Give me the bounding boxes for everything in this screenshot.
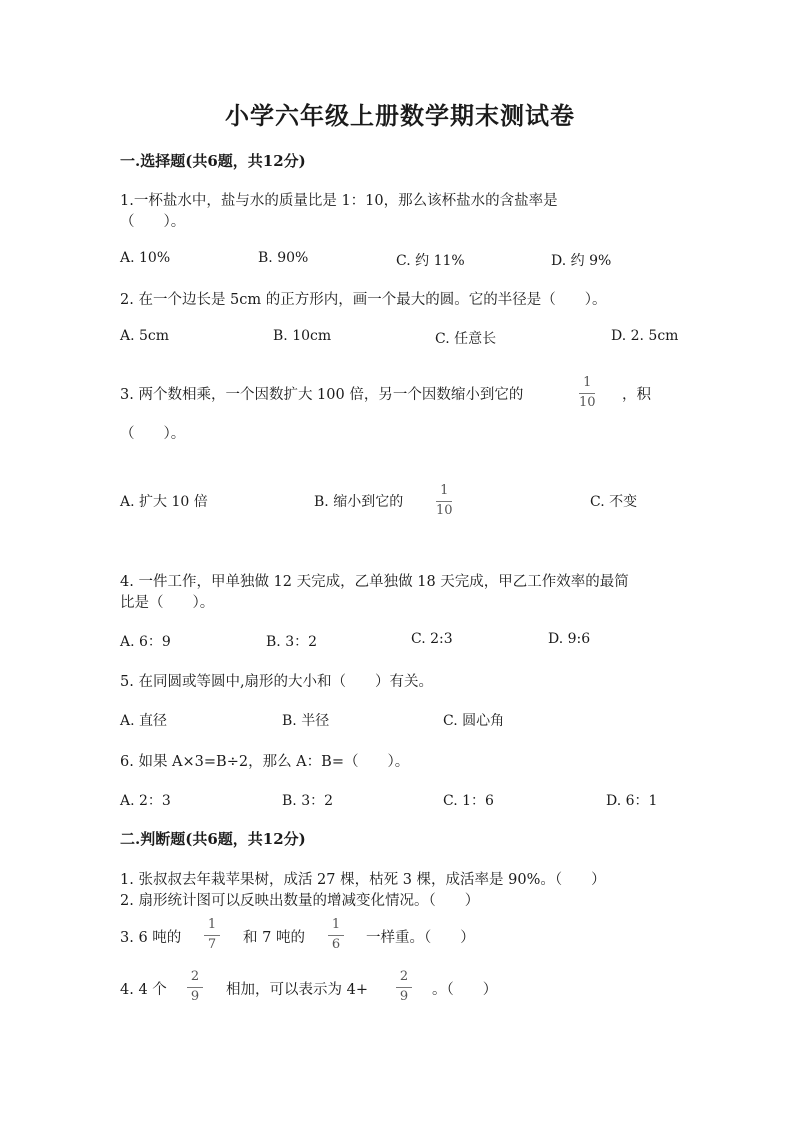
fraction-denominator: 10: [579, 394, 596, 410]
fraction-bar: [187, 987, 203, 988]
judgment-4-text-part2: 相加，可以表示为 4+: [226, 982, 368, 998]
q3-option-b[interactable]: B. 缩小到它的: [314, 494, 404, 510]
judgment-3-text-part3: 一样重。（ ）: [366, 930, 475, 946]
fraction-denominator: 10: [436, 502, 453, 518]
fraction-one-seventh: [204, 918, 220, 953]
q3-option-a[interactable]: A. 扩大 10 倍: [120, 494, 208, 510]
fraction-two-ninths: [187, 970, 203, 1005]
q1-option-a[interactable]: A. 10%: [120, 250, 171, 266]
judgment-1-text: 1. 张叔叔去年栽苹果树，成活 27 棵，枯死 3 棵，成活率是 90%。（ ）: [120, 872, 606, 888]
fraction-denominator: 9: [190, 988, 200, 1004]
q1-option-d[interactable]: D. 约 9%: [551, 253, 612, 269]
section-heading-choice: 一.选择题(共6题，共12分): [120, 152, 306, 170]
q3-option-c[interactable]: C. 不变: [590, 494, 638, 510]
q5-option-c[interactable]: C. 圆心角: [443, 713, 505, 729]
fraction-numerator: 1: [331, 917, 341, 932]
fraction-denominator: 6: [331, 936, 341, 952]
fraction-bar: [579, 393, 595, 394]
section-heading-judgment: 二.判断题(共6题，共12分): [120, 830, 306, 848]
q4-option-c[interactable]: C. 2:3: [411, 631, 453, 647]
q6-option-c[interactable]: C. 1：6: [443, 793, 494, 809]
fraction-bar: [396, 987, 412, 988]
judgment-3-text-part1: 3. 6 吨的: [120, 930, 182, 946]
question-1-text: 1.一杯盐水中，盐与水的质量比是 1：10，那么该杯盐水的含盐率是: [120, 193, 558, 209]
question-6-text: 6. 如果 A×3=B÷2，那么 A：B=（ ）。: [120, 754, 410, 770]
q4-option-d[interactable]: D. 9:6: [548, 631, 591, 647]
fraction-bar: [204, 935, 220, 936]
question-3-blank: （ ）。: [120, 426, 186, 442]
judgment-4-text-part3: 。（ ）: [432, 982, 498, 998]
q2-option-a[interactable]: A. 5cm: [120, 328, 170, 344]
q3-option-b-fraction: [436, 484, 453, 519]
question-1-blank: （ ）。: [120, 214, 186, 230]
question-4-text: 4. 一件工作，甲单独做 12 天完成，乙单独做 18 天完成，甲乙工作效率的最简: [120, 574, 629, 590]
q1-option-c[interactable]: C. 约 11%: [396, 253, 465, 269]
q2-option-b[interactable]: B. 10cm: [273, 328, 332, 344]
fraction-numerator: 2: [399, 969, 409, 984]
question-3-text-tail: ，积: [622, 387, 651, 403]
judgment-3-text-part2: 和 7 吨的: [243, 930, 305, 946]
q2-option-c[interactable]: C. 任意长: [435, 331, 497, 347]
fraction-two-ninths-second: [396, 970, 412, 1005]
q6-option-d[interactable]: D. 6：1: [606, 793, 658, 809]
fraction-numerator: 1: [207, 917, 217, 932]
judgment-4-text-part1: 4. 4 个: [120, 982, 167, 998]
q5-option-b[interactable]: B. 半径: [282, 713, 330, 729]
q4-option-b[interactable]: B. 3：2: [266, 634, 318, 650]
q1-option-b[interactable]: B. 90%: [258, 250, 309, 266]
fraction-one-sixth: [328, 918, 344, 953]
fraction-denominator: 7: [207, 936, 217, 952]
q6-option-a[interactable]: A. 2：3: [120, 793, 171, 809]
question-5-text: 5. 在同圆或等圆中,扇形的大小和（ ）有关。: [120, 674, 434, 690]
fraction-one-tenth: [579, 376, 596, 411]
fraction-bar: [436, 501, 452, 502]
q2-option-d[interactable]: D. 2. 5cm: [611, 328, 679, 344]
question-4-blank: 比是（ ）。: [120, 595, 215, 611]
fraction-numerator: 1: [440, 483, 449, 498]
fraction-bar: [328, 935, 344, 936]
fraction-numerator: 1: [583, 375, 592, 390]
q6-option-b[interactable]: B. 3：2: [282, 793, 334, 809]
question-3-text: 3. 两个数相乘，一个因数扩大 100 倍，另一个因数缩小到它的: [120, 387, 524, 403]
q4-option-a[interactable]: A. 6：9: [120, 634, 171, 650]
page-title: 小学六年级上册数学期末测试卷: [225, 101, 575, 130]
question-2-text: 2. 在一个边长是 5cm 的正方形内，画一个最大的圆。它的半径是（ ）。: [120, 292, 607, 308]
judgment-2-text: 2. 扇形统计图可以反映出数量的增减变化情况。（ ）: [120, 893, 480, 909]
fraction-numerator: 2: [190, 969, 200, 984]
q5-option-a[interactable]: A. 直径: [120, 713, 168, 729]
fraction-denominator: 9: [399, 988, 409, 1004]
